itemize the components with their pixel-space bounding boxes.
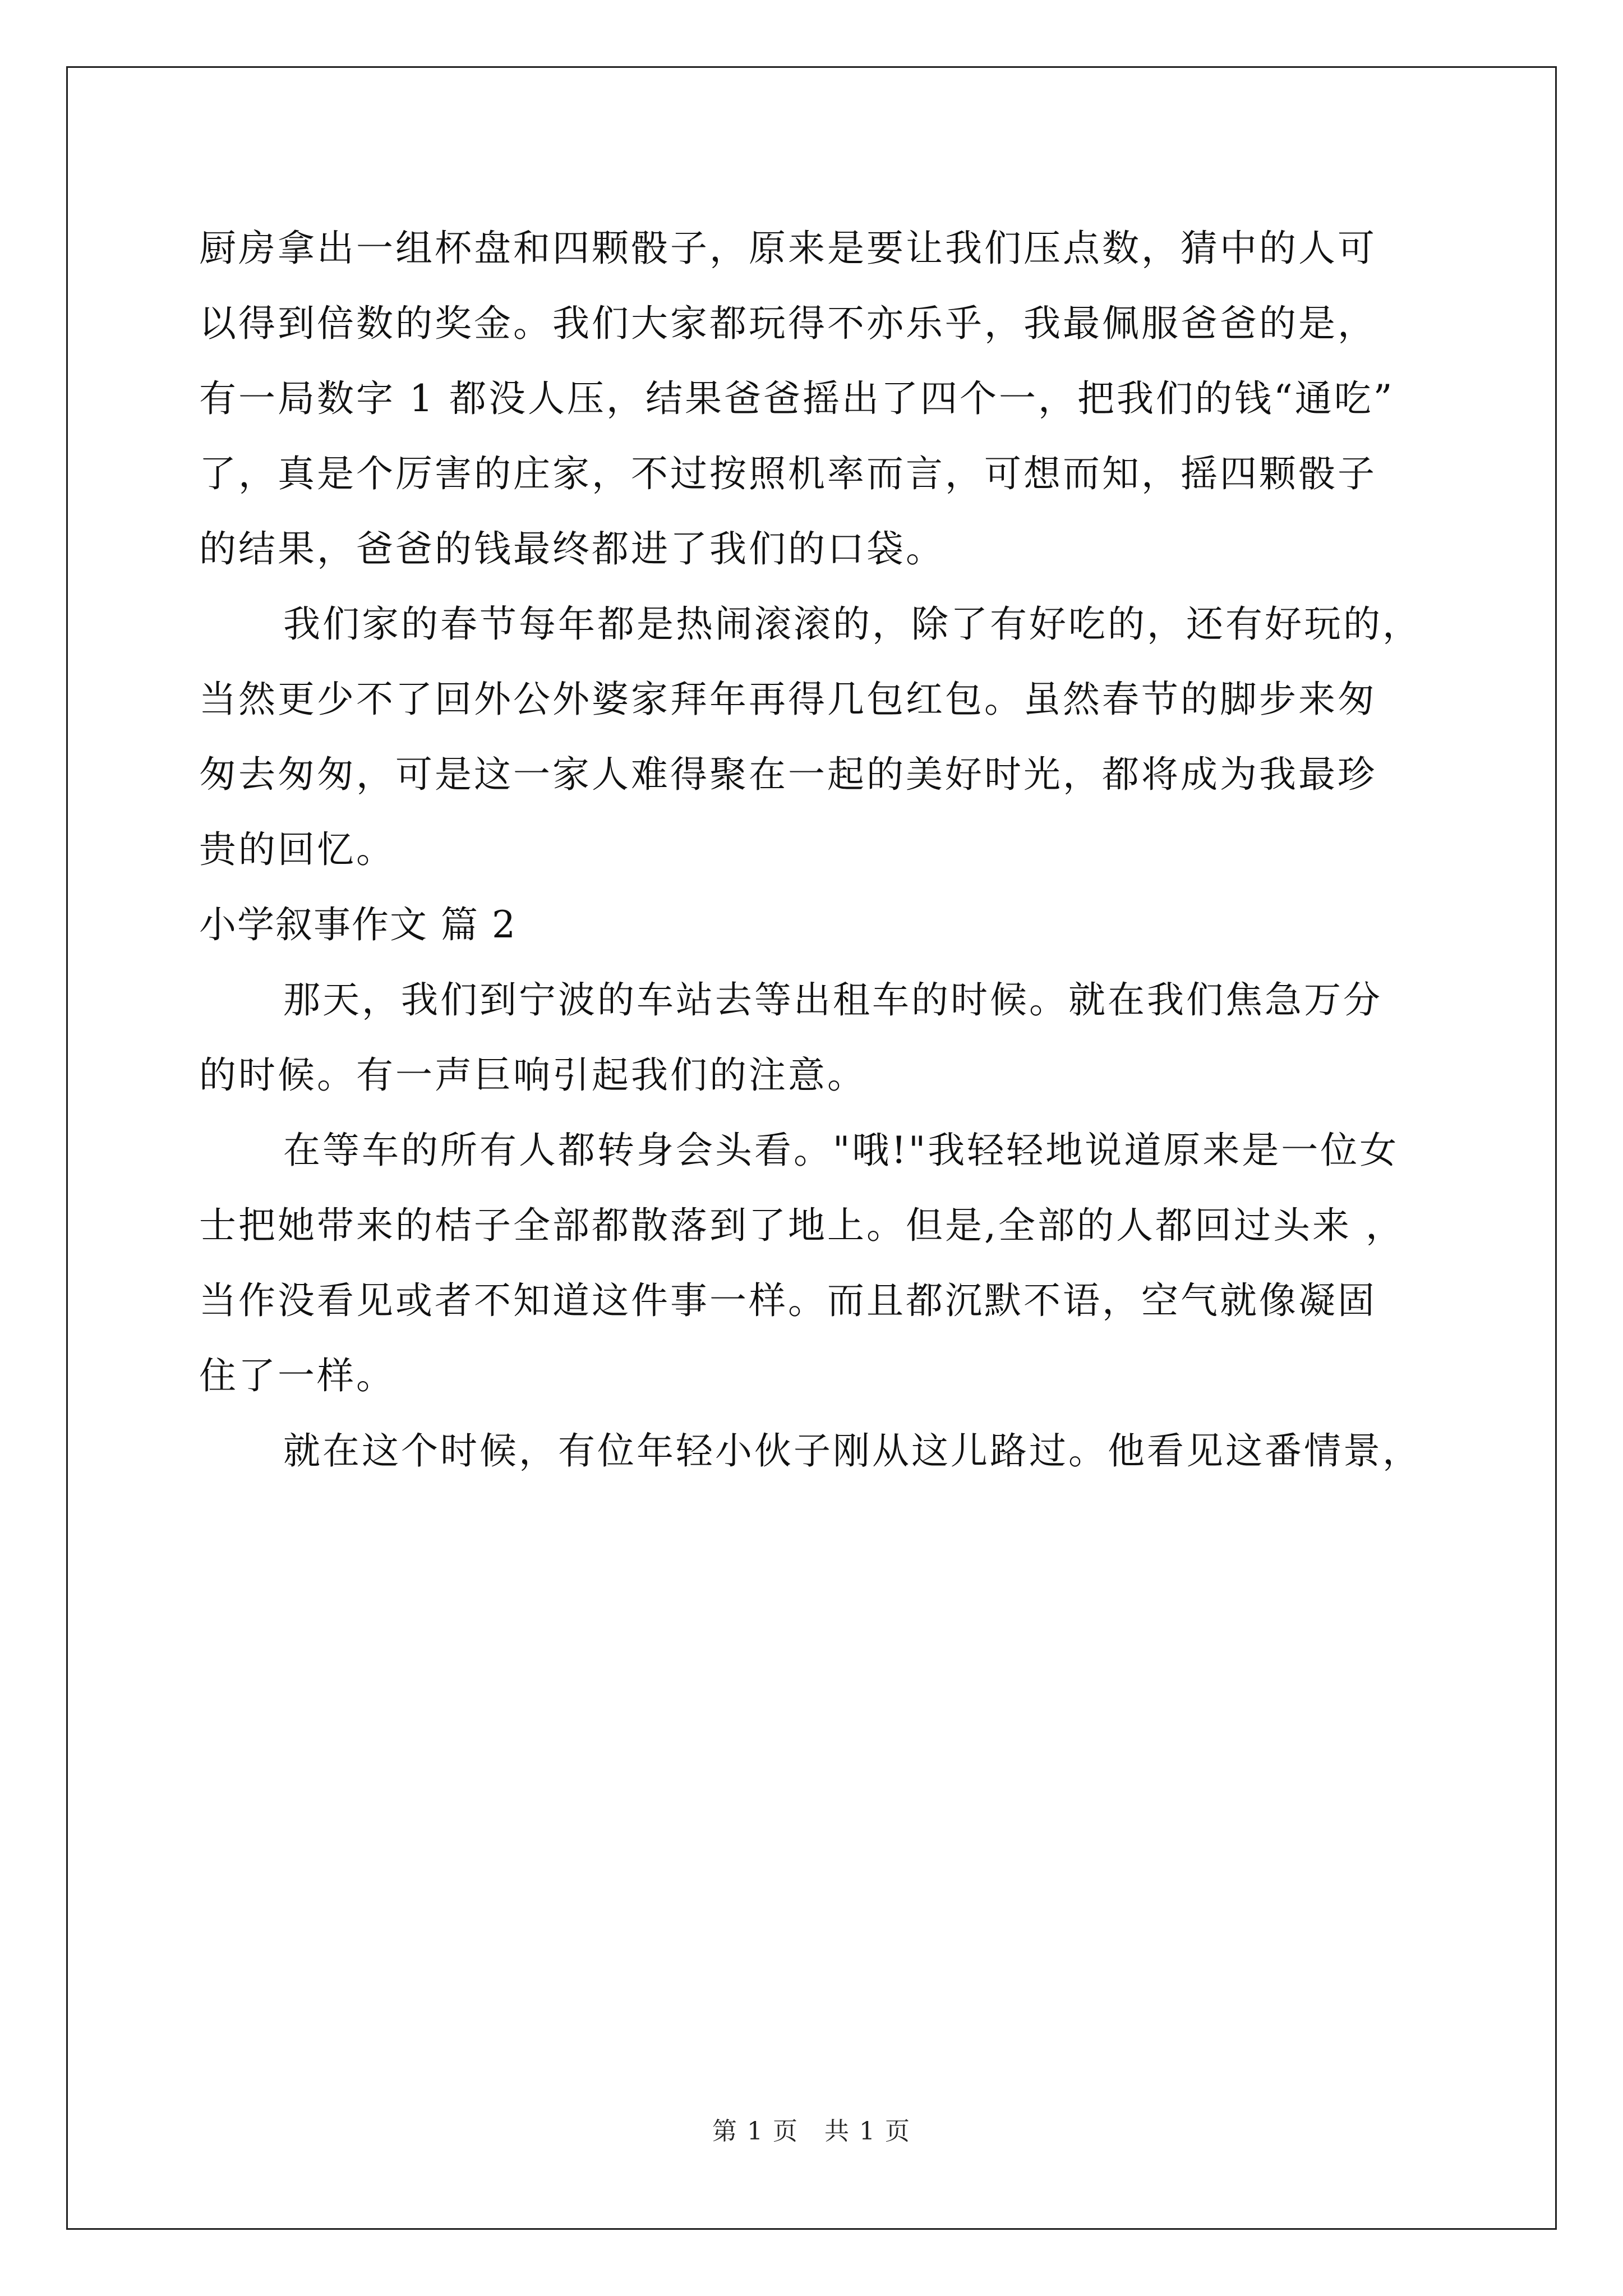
- text-line: 了，真是个厉害的庄家，不过按照机率而言，可想而知，摇四颗骰子: [199, 452, 1377, 495]
- paragraph-first-line: 在等车的所有人都转身会头看。"哦!"我轻轻地说道原来是一位女: [283, 1129, 1399, 1172]
- paragraph-first-line: 我们家的春节每年都是热闹滚滚的，除了有好吃的，还有好玩的，: [283, 602, 1422, 646]
- paragraph-first-line: 就在这个时候，有位年轻小伙子刚从这儿路过。他看见这番情景，: [283, 1429, 1422, 1473]
- page-footer: 第 1 页 共 1 页: [712, 2117, 911, 2146]
- section-heading: 小学叙事作文 篇 2: [199, 903, 517, 946]
- text-line: 住了一样。: [199, 1354, 395, 1397]
- text-line: 的结果，爸爸的钱最终都进了我们的口袋。: [199, 527, 945, 570]
- text-line: 厨房拿出一组杯盘和四颗骰子，原来是要让我们压点数，猜中的人可: [199, 227, 1377, 270]
- text-line: 以得到倍数的奖金。我们大家都玩得不亦乐乎，我最佩服爸爸的是，: [199, 302, 1377, 345]
- text-line: 士把她带来的桔子全部都散落到了地上。但是,全部的人都回过头来 ，: [199, 1204, 1405, 1247]
- text-line: 的时候。有一声巨响引起我们的注意。: [199, 1053, 866, 1097]
- text-line: 当作没看见或者不知道这件事一样。而且都沉默不语，空气就像凝固: [199, 1279, 1377, 1322]
- paragraph-first-line: 那天，我们到宁波的车站去等出租车的时候。就在我们焦急万分: [283, 978, 1382, 1022]
- text-line: 有一局数字 1 都没人压，结果爸爸摇出了四个一，把我们的钱“通吃”: [199, 377, 1395, 420]
- text-line: 贵的回忆。: [199, 828, 395, 871]
- text-line: 当然更少不了回外公外婆家拜年再得几包红包。虽然春节的脚步来匆: [199, 678, 1377, 721]
- text-line: 匆去匆匆，可是这一家人难得聚在一起的美好时光，都将成为我最珍: [199, 753, 1377, 796]
